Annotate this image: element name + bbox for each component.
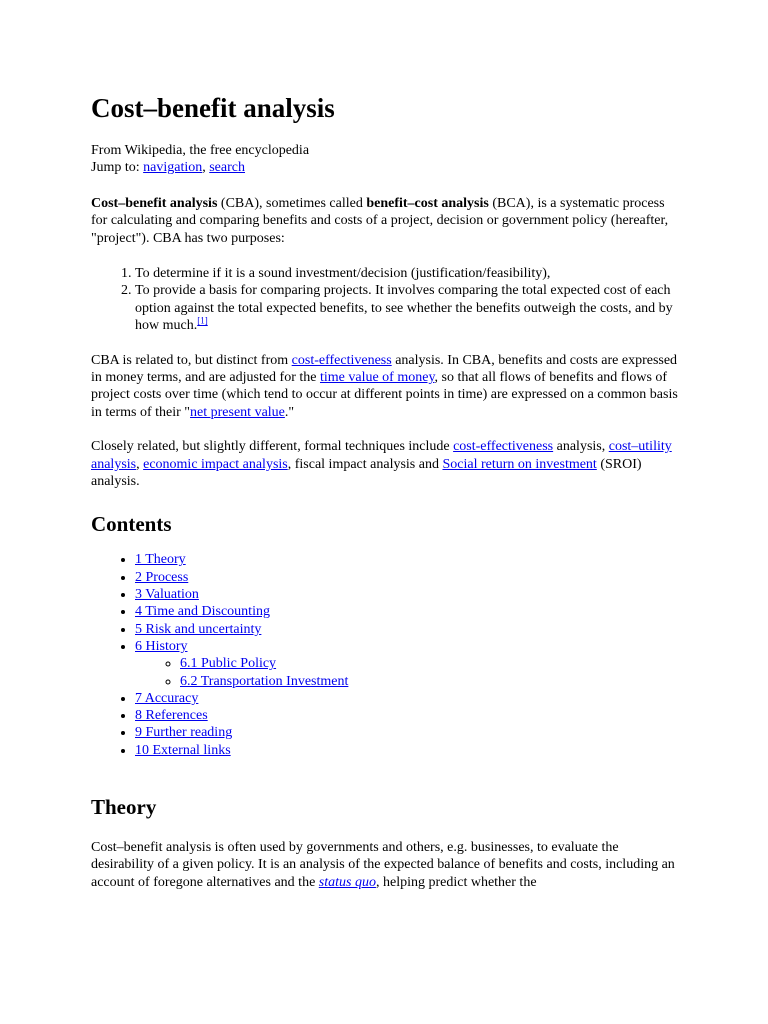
toc-item [135,603,678,620]
toc-link-theory[interactable]: 1 Theory [135,552,186,568]
term-cba: Cost–benefit analysis [91,195,218,211]
toc-link-history[interactable]: 6 History [135,638,188,654]
para2-text-4: ." [284,404,295,420]
time-value-of-money-link[interactable]: time value of money [319,370,435,386]
intro-text-2: (BCA), is a systematic process for calculating and comparing benefits and costs of a project, decision or government policy (hereafter, "project"). CBA has two purposes: [91,195,669,246]
para2-text-1: CBA is related to, but distinct from [91,352,292,368]
purpose-item-text: To provide a basis for comparing projects. It involves comparing the total expected cost of each option against the total expected benefits, to see whether the benefits outweigh the costs, and by how much. [135,283,673,334]
toc-link-transportation-investment[interactable]: 6.2 Transportation Investment [180,673,349,689]
page-title: Cost–benefit analysis [91,93,335,123]
toc-sublist-history [135,655,678,690]
toc-item [135,569,678,586]
intro-text-1: (CBA), sometimes called [217,195,367,211]
toc-item [135,621,678,638]
status-quo-link[interactable]: status quo [318,874,376,890]
theory-heading: Theory [91,795,157,820]
term-bca: benefit–cost analysis [366,195,489,211]
toc-item [135,551,678,568]
toc-link-further-reading[interactable]: 9 Further reading [135,725,233,741]
purposes-list [91,265,678,335]
para3-text-1: Closely related, but slightly different, formal techniques include [91,439,454,455]
theory-paragraph [91,839,678,891]
purpose-item: 1. To determine if it is a sound investment/decision (justification/feasibility), [135,265,678,282]
article-meta [91,142,678,177]
para3-text-4: , fiscal impact analysis and [287,456,443,472]
table-of-contents [91,551,678,759]
para3-text-2: analysis, [553,439,609,455]
toc-link-external-links[interactable]: 10 External links [135,742,231,758]
jump-separator: , [202,160,210,176]
jump-search-link[interactable]: search [209,160,245,176]
jump-links [91,159,678,176]
jump-navigation-link[interactable]: navigation [143,160,203,176]
related-techniques-paragraph [91,438,678,490]
intro-paragraph [91,195,678,247]
cba-relation-paragraph [91,352,678,422]
toc-link-time-discounting[interactable]: 4 Time and Discounting [135,604,270,620]
para2-text-2: analysis. In CBA, benefits and costs are expressed in money terms, and are adjusted for the [91,352,678,386]
theory-text-2: , helping predict whether the [375,874,537,890]
net-present-value-link[interactable]: net present value [190,404,285,420]
toc-subitem [180,673,678,690]
economic-impact-analysis-link[interactable]: economic impact analysis [143,456,288,472]
site-subtitle: From Wikipedia, the free encyclopedia [91,143,310,158]
toc-item [135,707,678,724]
cost-utility-analysis-link[interactable]: cost–utility analysis [91,439,672,472]
reference-link-1[interactable]: [1] [197,315,208,326]
cost-effectiveness-link-2[interactable]: cost-effectiveness [453,439,554,455]
toc-item [135,638,678,690]
toc-link-references[interactable]: 8 References [135,708,208,724]
toc-link-accuracy[interactable]: 7 Accuracy [135,690,199,706]
toc-item [135,586,678,603]
para3-text-3: , [136,456,144,472]
toc-item [135,690,678,707]
purpose-item [135,282,678,334]
toc-subitem [180,655,678,672]
toc-link-valuation[interactable]: 3 Valuation [135,587,199,603]
para2-text-3: , so that all flows of benefits and flows of project costs over time (which tend to occur at different points in time) are expressed on a common basis in terms of their " [91,370,678,420]
theory-text-1: Cost–benefit analysis is often used by governments and others, e.g. businesses, to evaluate the desirability of a given policy. It is an analysis of the expected balance of benefits and costs, including an account of foregone alternatives and the [91,840,675,890]
toc-item [135,742,678,759]
contents-heading: Contents [91,512,172,537]
cost-effectiveness-link[interactable]: cost-effectiveness [291,352,392,368]
toc-link-public-policy[interactable]: 6.1 Public Policy [180,656,277,672]
toc-link-process[interactable]: 2 Process [135,569,189,585]
toc-link-risk-uncertainty[interactable]: 5 Risk and uncertainty [135,621,262,637]
toc-item [135,724,678,741]
para3-text-5: (SROI) analysis. [91,456,642,490]
social-return-on-investment-link[interactable]: Social return on investment [442,456,597,472]
jump-prefix: Jump to: [91,160,144,176]
